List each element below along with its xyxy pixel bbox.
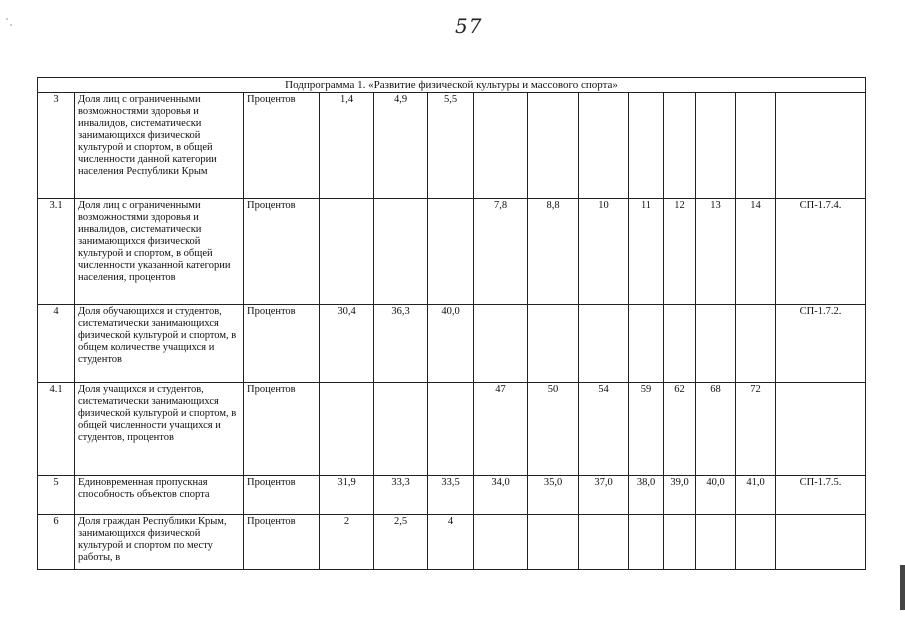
row-number: 5 (38, 476, 75, 515)
value-cell (579, 305, 629, 383)
indicator-name: Доля лиц с ограниченными возможностями здоровья и инвалидов, систематически занимающихся физической культурой и спортом, в общей численности указанной категории населения, процентов (75, 199, 244, 305)
value-cell (664, 93, 696, 199)
subprogram-header-row (38, 78, 866, 93)
value-cell: 36,3 (374, 305, 428, 383)
value-cell: 33,5 (428, 476, 474, 515)
value-cell: 39,0 (664, 476, 696, 515)
value-cell (320, 199, 374, 305)
value-cell (736, 515, 776, 570)
indicator-name: Доля граждан Республики Крым, занимающихся физической культурой и спортом по месту работы, в (75, 515, 244, 570)
unit-cell: Процентов (244, 383, 320, 476)
code-cell (776, 515, 866, 570)
value-cell: 47 (474, 383, 528, 476)
value-cell: 1,4 (320, 93, 374, 199)
indicators-table (37, 77, 866, 570)
indicator-name: Единовременная пропускная способность объектов спорта (75, 476, 244, 515)
value-cell: 2,5 (374, 515, 428, 570)
value-cell: 4 (428, 515, 474, 570)
scan-edge-mark (900, 565, 905, 610)
value-cell (528, 93, 579, 199)
value-cell (320, 383, 374, 476)
table-row (38, 93, 866, 199)
value-cell (629, 515, 664, 570)
value-cell: 35,0 (528, 476, 579, 515)
value-cell: 68 (696, 383, 736, 476)
value-cell (629, 305, 664, 383)
table-row (38, 305, 866, 383)
value-cell: 41,0 (736, 476, 776, 515)
value-cell (736, 93, 776, 199)
unit-cell: Процентов (244, 305, 320, 383)
subprogram-header: Подпрограмма 1. «Развитие физической культуры и массового спорта» (38, 78, 866, 93)
scan-speck (6, 18, 8, 20)
code-cell: СП-1.7.2. (776, 305, 866, 383)
value-cell: 31,9 (320, 476, 374, 515)
value-cell: 50 (528, 383, 579, 476)
value-cell: 40,0 (696, 476, 736, 515)
value-cell: 34,0 (474, 476, 528, 515)
value-cell: 5,5 (428, 93, 474, 199)
value-cell: 62 (664, 383, 696, 476)
value-cell: 37,0 (579, 476, 629, 515)
value-cell (474, 305, 528, 383)
value-cell: 7,8 (474, 199, 528, 305)
value-cell (528, 515, 579, 570)
value-cell (696, 93, 736, 199)
unit-cell: Процентов (244, 93, 320, 199)
value-cell (474, 93, 528, 199)
value-cell: 40,0 (428, 305, 474, 383)
table-row (38, 515, 866, 570)
value-cell (374, 199, 428, 305)
code-cell: СП-1.7.5. (776, 476, 866, 515)
value-cell: 14 (736, 199, 776, 305)
code-cell (776, 93, 866, 199)
value-cell: 72 (736, 383, 776, 476)
value-cell: 10 (579, 199, 629, 305)
scan-speck (10, 24, 12, 26)
value-cell: 4,9 (374, 93, 428, 199)
row-number: 3.1 (38, 199, 75, 305)
row-number: 3 (38, 93, 75, 199)
value-cell (428, 383, 474, 476)
value-cell (474, 515, 528, 570)
row-number: 4 (38, 305, 75, 383)
value-cell (374, 383, 428, 476)
value-cell: 12 (664, 199, 696, 305)
table-row (38, 476, 866, 515)
value-cell (579, 93, 629, 199)
value-cell: 33,3 (374, 476, 428, 515)
value-cell (696, 305, 736, 383)
value-cell: 54 (579, 383, 629, 476)
indicator-name: Доля учащихся и студентов, систематически занимающихся физической культурой и спортом, в общей численности учащихся и студентов, процентов (75, 383, 244, 476)
value-cell (664, 305, 696, 383)
value-cell: 59 (629, 383, 664, 476)
value-cell: 38,0 (629, 476, 664, 515)
value-cell (579, 515, 629, 570)
value-cell (664, 515, 696, 570)
value-cell (736, 305, 776, 383)
value-cell: 30,4 (320, 305, 374, 383)
value-cell (528, 305, 579, 383)
value-cell: 8,8 (528, 199, 579, 305)
row-number: 4.1 (38, 383, 75, 476)
indicator-name: Доля обучающихся и студентов, систематически занимающихся физической культурой и спортом, в общем количестве учащихся и студентов (75, 305, 244, 383)
row-number: 6 (38, 515, 75, 570)
code-cell: СП-1.7.4. (776, 199, 866, 305)
unit-cell: Процентов (244, 199, 320, 305)
table-row (38, 199, 866, 305)
value-cell: 11 (629, 199, 664, 305)
unit-cell: Процентов (244, 515, 320, 570)
value-cell: 13 (696, 199, 736, 305)
page-number: 57 (455, 14, 483, 38)
code-cell (776, 383, 866, 476)
value-cell (696, 515, 736, 570)
unit-cell: Процентов (244, 476, 320, 515)
table-row (38, 383, 866, 476)
indicator-name: Доля лиц с ограниченными возможностями здоровья и инвалидов, систематически занимающихся физической культурой и спортом, в общей численности данной категории населения Республики Крым (75, 93, 244, 199)
value-cell (428, 199, 474, 305)
value-cell: 2 (320, 515, 374, 570)
value-cell (629, 93, 664, 199)
